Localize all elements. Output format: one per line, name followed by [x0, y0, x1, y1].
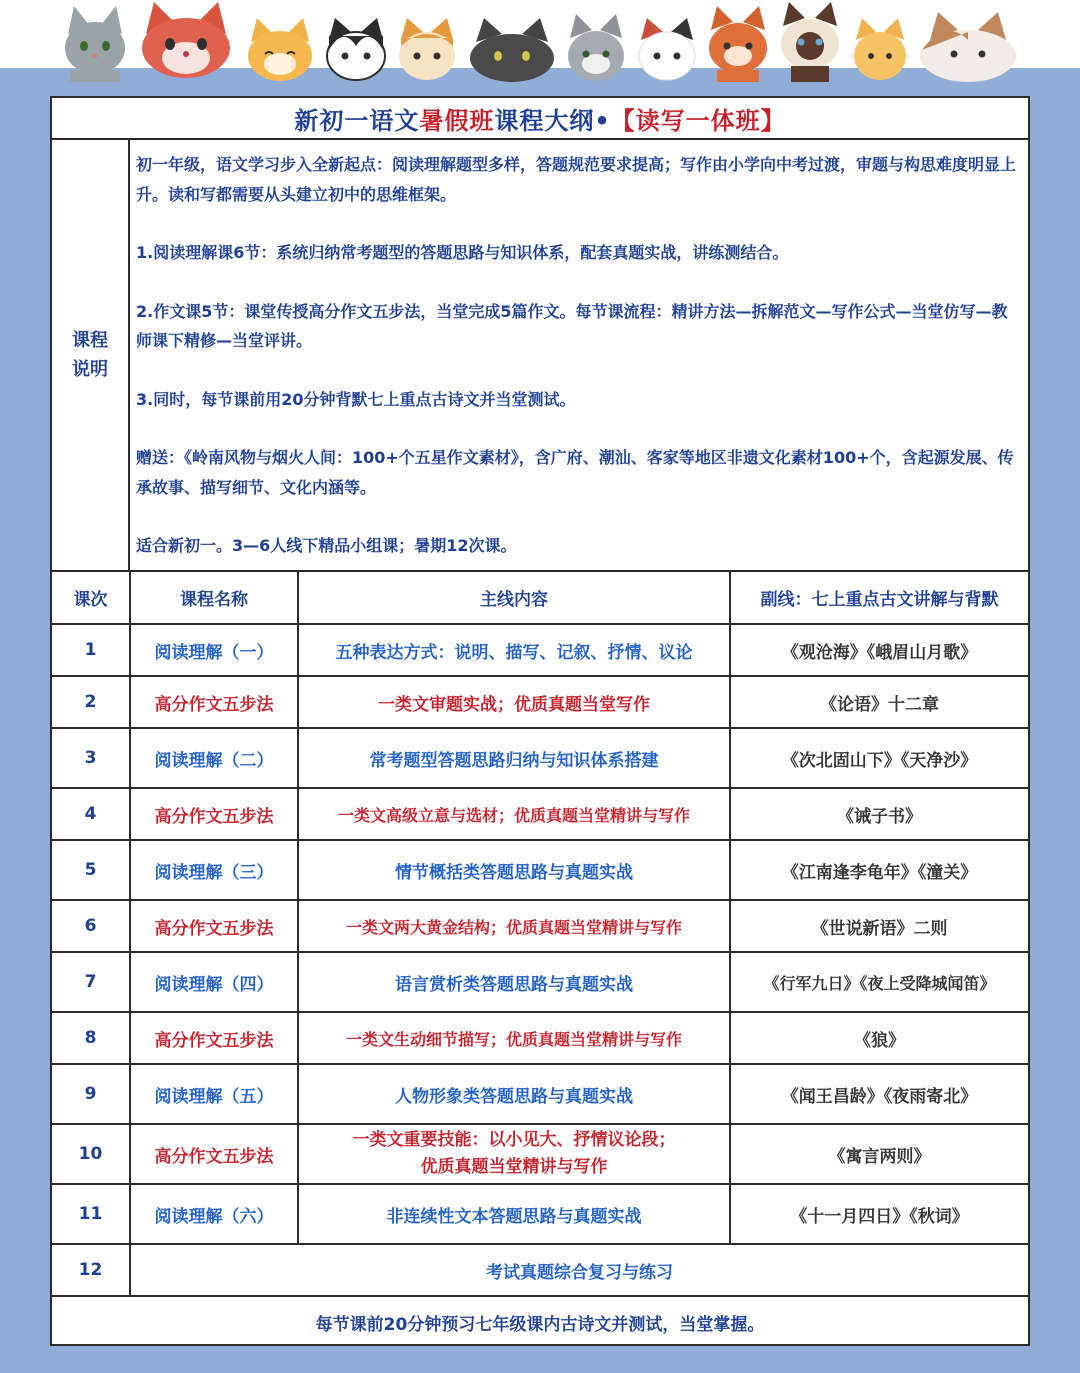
lesson-name: 阅读理解（四）	[130, 952, 298, 1012]
table-row	[52, 1064, 1028, 1124]
lesson-main-content: 一类文审题实战；优质真题当堂写作	[298, 676, 730, 728]
cat-illustration	[705, 4, 771, 82]
cat-illustration	[323, 16, 389, 82]
lesson-name: 高分作文五步法	[130, 1012, 298, 1064]
lesson-number: 7	[52, 952, 130, 1012]
lesson-classical-text: 《十一月四日》《秋词》	[730, 1184, 1028, 1244]
lesson-main-content-line: 一类文重要技能：以小见大、抒情议论段；	[352, 1130, 676, 1150]
course-description-label	[52, 140, 130, 570]
cat-illustration	[635, 16, 699, 82]
lesson-name: 高分作文五步法	[130, 788, 298, 840]
table-row	[52, 900, 1028, 952]
lesson-main-content	[298, 1124, 730, 1184]
lesson-classical-text: 《江南逢李龟年》《潼关》	[730, 840, 1028, 900]
lesson-name: 高分作文五步法	[130, 1124, 298, 1184]
lesson-classical-text: 《狼》	[730, 1012, 1028, 1064]
lesson-classical-text: 《诫子书》	[730, 788, 1028, 840]
table-header-row	[52, 572, 1028, 624]
lesson-name: 高分作文五步法	[130, 900, 298, 952]
column-header: 课次	[52, 572, 130, 624]
table-row	[52, 1244, 1028, 1296]
cat-illustration	[60, 4, 130, 82]
cat-illustration	[395, 16, 459, 82]
page-title	[52, 98, 1028, 140]
label-line: 课程	[72, 330, 108, 351]
lesson-number: 9	[52, 1064, 130, 1124]
course-description-body	[130, 140, 1028, 570]
lesson-main-content: 情节概括类答题思路与真题实战	[298, 840, 730, 900]
lesson-main-content: 人物形象类答题思路与真题实战	[298, 1064, 730, 1124]
cat-illustration	[850, 16, 910, 82]
lesson-number: 1	[52, 624, 130, 676]
column-header: 副线：七上重点古文讲解与背默	[730, 572, 1028, 624]
lesson-main-content: 五种表达方式：说明、描写、记叙、抒情、议论	[298, 624, 730, 676]
lesson-main-content: 一类文高级立意与选材；优质真题当堂精讲与写作	[298, 788, 730, 840]
lesson-classical-text: 《观沧海》《峨眉山月歌》	[730, 624, 1028, 676]
description-paragraph: 赠送：《岭南风物与烟火人间：100+个五星作文素材》，含广府、潮汕、客家等地区非遗文化素材100+个，含起源发展、传承故事、描写细节、文化内涵等。	[136, 448, 1014, 497]
lesson-number: 5	[52, 840, 130, 900]
title-part-class: 【读写一体班】	[610, 106, 786, 135]
lesson-number: 12	[52, 1244, 130, 1296]
lesson-classical-text: 《行军九日》《夜上受降城闻笛》	[730, 952, 1028, 1012]
title-part-term: 暑假班	[419, 106, 495, 135]
label-line: 说明	[72, 359, 108, 380]
table-row	[52, 728, 1028, 788]
lesson-name: 阅读理解（二）	[130, 728, 298, 788]
description-paragraph: 2.作文课5节：课堂传授高分作文五步法，当堂完成5篇作文。每节课流程：精讲方法—拆解范文—写作公式—当堂仿写—教师课下精修—当堂评讲。	[136, 301, 1008, 350]
lesson-classical-text: 《论语》十二章	[730, 676, 1028, 728]
table-row	[52, 1124, 1028, 1184]
lesson-number: 3	[52, 728, 130, 788]
title-part-outline: 课程大纲•	[494, 106, 611, 135]
lesson-classical-text: 《次北固山下》《天净沙》	[730, 728, 1028, 788]
lesson-name: 阅读理解（三）	[130, 840, 298, 900]
lesson-number: 2	[52, 676, 130, 728]
title-part-grade: 新初一语文	[294, 106, 420, 135]
cat-illustration	[243, 16, 317, 82]
column-header: 课程名称	[130, 572, 298, 624]
table-row	[52, 952, 1028, 1012]
lesson-main-content: 语言赏析类答题思路与真题实战	[298, 952, 730, 1012]
course-description	[52, 140, 1028, 572]
review-lesson-content: 考试真题综合复习与练习	[130, 1244, 1028, 1296]
schedule-table	[52, 572, 1028, 1297]
cat-illustration	[916, 10, 1020, 82]
cat-illustration	[777, 0, 843, 82]
lesson-main-content-line: 优质真题当堂精讲与写作	[420, 1157, 608, 1177]
table-row	[52, 624, 1028, 676]
cat-illustration	[136, 0, 236, 82]
description-paragraph: 1.阅读理解课6节：系统归纳常考题型的答题思路与知识体系，配套真题实战，讲练测结合。	[136, 243, 789, 262]
description-paragraph: 3.同时，每节课前用20分钟背默七上重点古诗文并当堂测试。	[136, 389, 576, 409]
cat-illustration	[466, 16, 558, 82]
footer-note: 每节课前20分钟预习七年级课内古诗文并测试，当堂掌握。	[315, 1314, 765, 1335]
lesson-number: 10	[52, 1124, 130, 1184]
lesson-main-content: 一类文生动细节描写；优质真题当堂精讲与写作	[298, 1012, 730, 1064]
lesson-main-content: 一类文两大黄金结构；优质真题当堂精讲与写作	[298, 900, 730, 952]
table-row	[52, 1012, 1028, 1064]
table-row	[52, 788, 1028, 840]
lesson-name: 阅读理解（一）	[130, 624, 298, 676]
cat-banner	[60, 0, 1020, 82]
lesson-classical-text: 《世说新语》二则	[730, 900, 1028, 952]
lesson-classical-text: 《闻王昌龄》《夜雨寄北》	[730, 1064, 1028, 1124]
table-row	[52, 840, 1028, 900]
lesson-number: 6	[52, 900, 130, 952]
lesson-name: 阅读理解（六）	[130, 1184, 298, 1244]
cat-illustration	[564, 12, 628, 82]
column-header: 主线内容	[298, 572, 730, 624]
description-paragraph: 初一年级，语文学习步入全新起点：阅读理解题型多样，答题规范要求提高；写作由小学向中考过渡，审题与构思难度明显上升。读和写都需要从头建立初中的思维框架。	[136, 155, 1017, 204]
lesson-name: 阅读理解（五）	[130, 1064, 298, 1124]
description-paragraph: 适合新初一。3—6人线下精品小组课；暑期12次课。	[136, 536, 517, 555]
table-row	[52, 1184, 1028, 1244]
lesson-main-content: 非连续性文本答题思路与真题实战	[298, 1184, 730, 1244]
lesson-number: 4	[52, 788, 130, 840]
lesson-number: 8	[52, 1012, 130, 1064]
lesson-main-content: 常考题型答题思路归纳与知识体系搭建	[298, 728, 730, 788]
lesson-classical-text: 《寓言两则》	[730, 1124, 1028, 1184]
lesson-name: 高分作文五步法	[130, 676, 298, 728]
table-row	[52, 676, 1028, 728]
lesson-number: 11	[52, 1184, 130, 1244]
syllabus-sheet	[50, 96, 1030, 1346]
